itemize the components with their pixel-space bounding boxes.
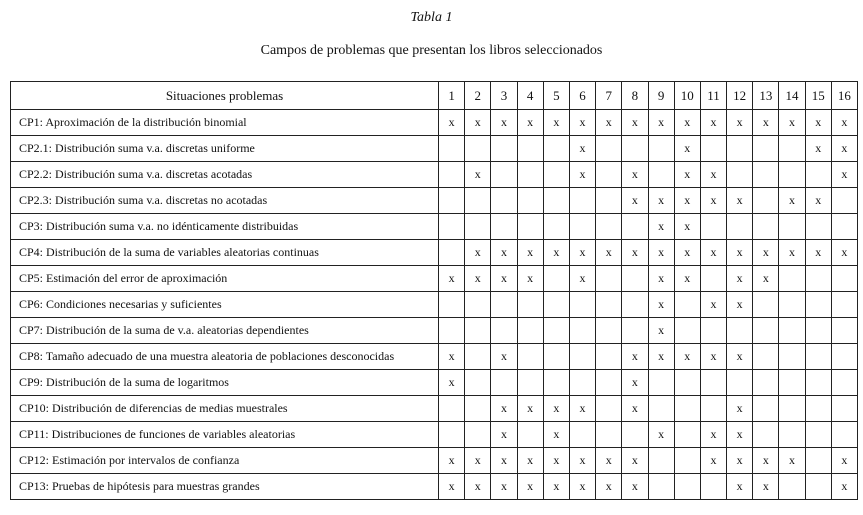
mark-cell: x (622, 396, 648, 422)
header-column-10: 10 (674, 82, 700, 110)
empty-cell (648, 396, 674, 422)
empty-cell (727, 136, 753, 162)
empty-cell (831, 214, 857, 240)
mark-cell: x (753, 110, 779, 136)
mark-cell: x (648, 110, 674, 136)
empty-cell (543, 344, 569, 370)
table-row (11, 266, 858, 292)
empty-cell (674, 318, 700, 344)
empty-cell (622, 422, 648, 448)
empty-cell (753, 370, 779, 396)
empty-cell (517, 318, 543, 344)
empty-cell (596, 292, 622, 318)
empty-cell (779, 266, 805, 292)
mark-cell: x (491, 344, 517, 370)
empty-cell (779, 422, 805, 448)
situation-label: CP7: Distribución de la suma de v.a. aleatorias dependientes (11, 318, 439, 344)
empty-cell (517, 162, 543, 188)
empty-cell (805, 318, 831, 344)
empty-cell (779, 474, 805, 500)
empty-cell (491, 136, 517, 162)
mark-cell: x (831, 474, 857, 500)
table-row (11, 110, 858, 136)
header-column-7: 7 (596, 82, 622, 110)
empty-cell (543, 266, 569, 292)
empty-cell (779, 344, 805, 370)
empty-cell (491, 214, 517, 240)
empty-cell (439, 162, 465, 188)
empty-cell (622, 292, 648, 318)
mark-cell: x (622, 370, 648, 396)
situation-label: CP13: Pruebas de hipótesis para muestras grandes (11, 474, 439, 500)
empty-cell (753, 318, 779, 344)
situation-label: CP1: Aproximación de la distribución binomial (11, 110, 439, 136)
mark-cell: x (700, 188, 726, 214)
mark-cell: x (569, 396, 595, 422)
mark-cell: x (491, 448, 517, 474)
table-row (11, 344, 858, 370)
mark-cell: x (569, 240, 595, 266)
empty-cell (674, 422, 700, 448)
mark-cell: x (753, 474, 779, 500)
mark-cell: x (727, 474, 753, 500)
mark-cell: x (805, 240, 831, 266)
mark-cell: x (491, 266, 517, 292)
empty-cell (727, 370, 753, 396)
empty-cell (596, 370, 622, 396)
mark-cell: x (622, 240, 648, 266)
mark-cell: x (517, 266, 543, 292)
empty-cell (753, 396, 779, 422)
empty-cell (648, 370, 674, 396)
empty-cell (831, 188, 857, 214)
empty-cell (569, 292, 595, 318)
empty-cell (622, 266, 648, 292)
situation-label: CP9: Distribución de la suma de logaritmos (11, 370, 439, 396)
empty-cell (439, 422, 465, 448)
empty-cell (596, 188, 622, 214)
mark-cell: x (543, 396, 569, 422)
empty-cell (543, 188, 569, 214)
empty-cell (805, 370, 831, 396)
empty-cell (491, 162, 517, 188)
table-row (11, 292, 858, 318)
mark-cell: x (779, 448, 805, 474)
mark-cell: x (439, 448, 465, 474)
mark-cell: x (779, 110, 805, 136)
empty-cell (596, 162, 622, 188)
empty-cell (674, 448, 700, 474)
empty-cell (779, 370, 805, 396)
empty-cell (439, 136, 465, 162)
empty-cell (805, 474, 831, 500)
mark-cell: x (569, 110, 595, 136)
table-row (11, 422, 858, 448)
empty-cell (831, 344, 857, 370)
empty-cell (569, 318, 595, 344)
header-column-11: 11 (700, 82, 726, 110)
mark-cell: x (439, 344, 465, 370)
mark-cell: x (805, 136, 831, 162)
mark-cell: x (727, 188, 753, 214)
mark-cell: x (465, 266, 491, 292)
empty-cell (543, 370, 569, 396)
mark-cell: x (831, 448, 857, 474)
empty-cell (727, 162, 753, 188)
mark-cell: x (622, 344, 648, 370)
mark-cell: x (439, 370, 465, 396)
empty-cell (622, 318, 648, 344)
table-caption-label: Tabla 1 (410, 10, 453, 25)
empty-cell (831, 318, 857, 344)
mark-cell: x (674, 188, 700, 214)
empty-cell (465, 318, 491, 344)
empty-cell (543, 136, 569, 162)
mark-cell: x (543, 474, 569, 500)
table-caption-title: Campos de problemas que presentan los libros seleccionados (260, 43, 603, 58)
mark-cell: x (700, 162, 726, 188)
mark-cell: x (622, 110, 648, 136)
table-row (11, 318, 858, 344)
mark-cell: x (543, 448, 569, 474)
empty-cell (753, 344, 779, 370)
empty-cell (465, 370, 491, 396)
mark-cell: x (622, 474, 648, 500)
mark-cell: x (439, 474, 465, 500)
header-column-8: 8 (622, 82, 648, 110)
empty-cell (465, 188, 491, 214)
header-column-5: 5 (543, 82, 569, 110)
empty-cell (517, 136, 543, 162)
empty-cell (517, 188, 543, 214)
mark-cell: x (622, 448, 648, 474)
empty-cell (517, 370, 543, 396)
mark-cell: x (439, 110, 465, 136)
empty-cell (805, 266, 831, 292)
empty-cell (805, 448, 831, 474)
mark-cell: x (779, 188, 805, 214)
mark-cell: x (465, 474, 491, 500)
empty-cell (674, 370, 700, 396)
mark-cell: x (596, 240, 622, 266)
mark-cell: x (727, 292, 753, 318)
situation-label: CP6: Condiciones necesarias y suficientes (11, 292, 439, 318)
mark-cell: x (700, 344, 726, 370)
header-column-16: 16 (831, 82, 857, 110)
empty-cell (779, 318, 805, 344)
empty-cell (491, 188, 517, 214)
header-column-6: 6 (569, 82, 595, 110)
mark-cell: x (491, 422, 517, 448)
mark-cell: x (831, 110, 857, 136)
empty-cell (465, 214, 491, 240)
mark-cell: x (569, 448, 595, 474)
empty-cell (753, 162, 779, 188)
empty-cell (805, 162, 831, 188)
empty-cell (727, 214, 753, 240)
table-row (11, 240, 858, 266)
mark-cell: x (596, 110, 622, 136)
table-row (11, 396, 858, 422)
mark-cell: x (805, 110, 831, 136)
empty-cell (700, 396, 726, 422)
mark-cell: x (674, 266, 700, 292)
empty-cell (753, 214, 779, 240)
empty-cell (779, 214, 805, 240)
empty-cell (491, 370, 517, 396)
mark-cell: x (648, 292, 674, 318)
empty-cell (569, 344, 595, 370)
mark-cell: x (753, 266, 779, 292)
situation-label: CP3: Distribución suma v.a. no idénticamente distribuidas (11, 214, 439, 240)
mark-cell: x (727, 448, 753, 474)
table-body (11, 110, 858, 500)
mark-cell: x (622, 188, 648, 214)
mark-cell: x (517, 474, 543, 500)
mark-cell: x (648, 240, 674, 266)
mark-cell: x (727, 422, 753, 448)
header-column-1: 1 (439, 82, 465, 110)
empty-cell (517, 422, 543, 448)
mark-cell: x (622, 162, 648, 188)
mark-cell: x (648, 422, 674, 448)
empty-cell (596, 318, 622, 344)
empty-cell (465, 344, 491, 370)
header-column-9: 9 (648, 82, 674, 110)
empty-cell (805, 214, 831, 240)
mark-cell: x (569, 136, 595, 162)
empty-cell (779, 136, 805, 162)
mark-cell: x (700, 448, 726, 474)
situation-label: CP2.3: Distribución suma v.a. discretas no acotadas (11, 188, 439, 214)
table-row (11, 214, 858, 240)
mark-cell: x (543, 422, 569, 448)
header-column-3: 3 (491, 82, 517, 110)
empty-cell (753, 188, 779, 214)
mark-cell: x (700, 240, 726, 266)
empty-cell (779, 292, 805, 318)
empty-cell (569, 422, 595, 448)
empty-cell (831, 396, 857, 422)
empty-cell (439, 396, 465, 422)
empty-cell (700, 214, 726, 240)
empty-cell (543, 292, 569, 318)
empty-cell (491, 292, 517, 318)
empty-cell (569, 370, 595, 396)
header-row (11, 82, 858, 110)
empty-cell (674, 292, 700, 318)
empty-cell (543, 318, 569, 344)
mark-cell: x (727, 396, 753, 422)
empty-cell (648, 448, 674, 474)
header-column-15: 15 (805, 82, 831, 110)
mark-cell: x (779, 240, 805, 266)
table-row (11, 448, 858, 474)
situation-label: CP11: Distribuciones de funciones de variables aleatorias (11, 422, 439, 448)
mark-cell: x (753, 240, 779, 266)
mark-cell: x (753, 448, 779, 474)
mark-cell: x (674, 110, 700, 136)
problems-table (10, 81, 858, 500)
empty-cell (596, 344, 622, 370)
mark-cell: x (700, 422, 726, 448)
situation-label: CP8: Tamaño adecuado de una muestra aleatoria de poblaciones desconocidas (11, 344, 439, 370)
header-situations: Situaciones problemas (11, 82, 439, 110)
empty-cell (674, 474, 700, 500)
mark-cell: x (439, 266, 465, 292)
table-row (11, 136, 858, 162)
empty-cell (517, 344, 543, 370)
mark-cell: x (596, 448, 622, 474)
empty-cell (491, 318, 517, 344)
empty-cell (805, 396, 831, 422)
empty-cell (779, 396, 805, 422)
empty-cell (569, 214, 595, 240)
empty-cell (648, 162, 674, 188)
mark-cell: x (674, 344, 700, 370)
empty-cell (805, 292, 831, 318)
mark-cell: x (491, 240, 517, 266)
empty-cell (439, 240, 465, 266)
mark-cell: x (727, 266, 753, 292)
mark-cell: x (491, 474, 517, 500)
mark-cell: x (569, 162, 595, 188)
empty-cell (543, 214, 569, 240)
header-column-13: 13 (753, 82, 779, 110)
situation-label: CP12: Estimación por intervalos de confianza (11, 448, 439, 474)
empty-cell (596, 136, 622, 162)
mark-cell: x (517, 448, 543, 474)
empty-cell (439, 318, 465, 344)
header-column-4: 4 (517, 82, 543, 110)
mark-cell: x (674, 136, 700, 162)
empty-cell (465, 292, 491, 318)
mark-cell: x (517, 396, 543, 422)
empty-cell (779, 162, 805, 188)
empty-cell (439, 188, 465, 214)
mark-cell: x (517, 110, 543, 136)
mark-cell: x (831, 240, 857, 266)
empty-cell (648, 474, 674, 500)
mark-cell: x (465, 162, 491, 188)
empty-cell (465, 396, 491, 422)
mark-cell: x (517, 240, 543, 266)
empty-cell (465, 136, 491, 162)
empty-cell (622, 214, 648, 240)
empty-cell (439, 214, 465, 240)
header-column-12: 12 (727, 82, 753, 110)
mark-cell: x (648, 344, 674, 370)
empty-cell (517, 292, 543, 318)
mark-cell: x (465, 110, 491, 136)
empty-cell (805, 344, 831, 370)
situation-label: CP5: Estimación del error de aproximación (11, 266, 439, 292)
empty-cell (753, 422, 779, 448)
situation-label: CP10: Distribución de diferencias de medias muestrales (11, 396, 439, 422)
situation-label: CP2.2: Distribución suma v.a. discretas acotadas (11, 162, 439, 188)
mark-cell: x (569, 266, 595, 292)
empty-cell (831, 292, 857, 318)
mark-cell: x (648, 214, 674, 240)
mark-cell: x (465, 448, 491, 474)
empty-cell (831, 422, 857, 448)
mark-cell: x (674, 162, 700, 188)
mark-cell: x (727, 344, 753, 370)
empty-cell (543, 162, 569, 188)
mark-cell: x (596, 474, 622, 500)
mark-cell: x (648, 266, 674, 292)
mark-cell: x (491, 396, 517, 422)
empty-cell (753, 136, 779, 162)
empty-cell (831, 266, 857, 292)
table-row (11, 188, 858, 214)
empty-cell (753, 292, 779, 318)
empty-cell (596, 266, 622, 292)
situation-label: CP2.1: Distribución suma v.a. discretas uniforme (11, 136, 439, 162)
mark-cell: x (700, 292, 726, 318)
mark-cell: x (700, 110, 726, 136)
empty-cell (700, 318, 726, 344)
mark-cell: x (465, 240, 491, 266)
empty-cell (569, 188, 595, 214)
mark-cell: x (491, 110, 517, 136)
mark-cell: x (831, 162, 857, 188)
empty-cell (831, 370, 857, 396)
mark-cell: x (831, 136, 857, 162)
header-column-14: 14 (779, 82, 805, 110)
mark-cell: x (727, 110, 753, 136)
header-column-2: 2 (465, 82, 491, 110)
mark-cell: x (543, 110, 569, 136)
table-row (11, 474, 858, 500)
empty-cell (805, 422, 831, 448)
mark-cell: x (648, 188, 674, 214)
mark-cell: x (569, 474, 595, 500)
mark-cell: x (543, 240, 569, 266)
mark-cell: x (648, 318, 674, 344)
empty-cell (648, 136, 674, 162)
empty-cell (596, 214, 622, 240)
empty-cell (596, 396, 622, 422)
mark-cell: x (674, 240, 700, 266)
empty-cell (700, 370, 726, 396)
empty-cell (700, 474, 726, 500)
mark-cell: x (727, 240, 753, 266)
empty-cell (700, 136, 726, 162)
empty-cell (517, 214, 543, 240)
situation-label: CP4: Distribución de la suma de variables aleatorias continuas (11, 240, 439, 266)
table-header (11, 82, 858, 110)
empty-cell (674, 396, 700, 422)
empty-cell (622, 136, 648, 162)
empty-cell (700, 266, 726, 292)
empty-cell (439, 292, 465, 318)
mark-cell: x (805, 188, 831, 214)
table-row (11, 370, 858, 396)
table-row (11, 162, 858, 188)
empty-cell (596, 422, 622, 448)
empty-cell (727, 318, 753, 344)
mark-cell: x (674, 214, 700, 240)
empty-cell (465, 422, 491, 448)
